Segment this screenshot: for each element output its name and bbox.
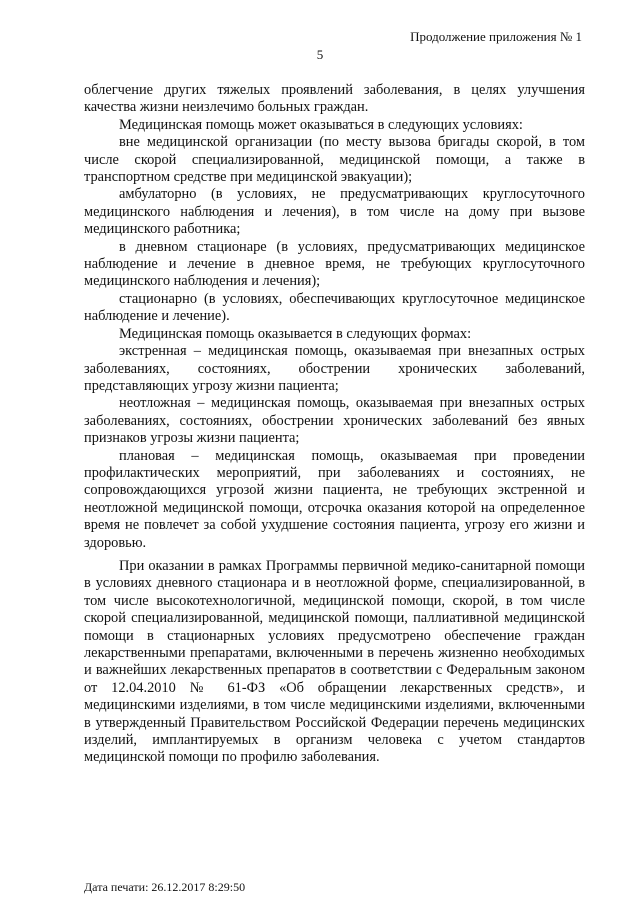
paragraph: неотложная – медицинская помощь, оказываемая при внезапных острых заболеваниях, состояниях, обострении хронических заболеваний без явных признаков угрозы жизни пациента; (84, 395, 585, 447)
paragraph: вне медицинской организации (по месту вызова бригады скорой, в том числе скорой специализированной, медицинской помощи, а также в транспортном средстве при медицинской эвакуации); (84, 134, 585, 186)
paragraph: плановая – медицинская помощь, оказываемая при проведении профилактических мероприятий, при заболеваниях и состояниях, не сопровождающихся угрозой жизни пациента, не требующих экстренной и неотложной медицинской помощи, отсрочка оказания которой на определенное время не повлечет за собой ухудшение состояния пациента, угрозу его жизни и здоровью. (84, 447, 585, 551)
paragraph: Медицинская помощь может оказываться в следующих условиях: (119, 116, 523, 133)
paragraph: в дневном стационаре (в условиях, предусматривающих медицинское наблюдение и лечение в дневное время, не требующих круглосуточного медицинского наблюдения и лечения); (84, 238, 585, 290)
paragraph: При оказании в рамках Программы первичной медико-санитарной помощи в условиях дневного стационара и в неотложной форме, специализированной, в том числе высокотехнологичной, медицинской помощи, скорой, в том числе скорой специализированной, медицинской помощи, паллиативной медицинской помощи в стационарных условиях предусмотрено обеспечение граждан лекарственными препаратами, включенными в перечень жизненно необходимых и важнейших лекарственных препаратов в соответствии с Федеральным законом от 12.04.2010 № 61-ФЗ «Об обращении лекарственных средств», и медицинскими изделиями, в том числе медицинскими изделиями, включенными в утвержденный Правительством Российской Федерации перечень медицинских изделий, имплантируемых в организм человека с учетом стандартов медицинской помощи по профилю заболевания. (84, 557, 585, 766)
page-number: 5 (316, 47, 324, 62)
paragraph: экстренная – медицинская помощь, оказываемая при внезапных острых заболеваниях, состояниях, обострении хронических заболеваний, представляющих угрозу жизни пациента; (84, 343, 585, 394)
print-date: Дата печати: 26.12.2017 8:29:50 (84, 880, 246, 894)
header-continuation: Продолжение приложения № 1 (410, 29, 582, 44)
paragraph: амбулаторно (в условиях, не предусматривающих круглосуточного медицинского наблюдения и лечения), в том числе на дому при вызове медицинского работника; (84, 186, 585, 238)
paragraph: стационарно (в условиях, обеспечивающих круглосуточное медицинское наблюдение и лечение). (84, 290, 585, 325)
paragraph: облегчение других тяжелых проявлений заболевания, в целях улучшения качества жизни неизлечимо больных граждан. (84, 82, 585, 116)
paragraph: Медицинская помощь оказывается в следующих формах: (119, 325, 472, 342)
document-body (84, 82, 585, 767)
